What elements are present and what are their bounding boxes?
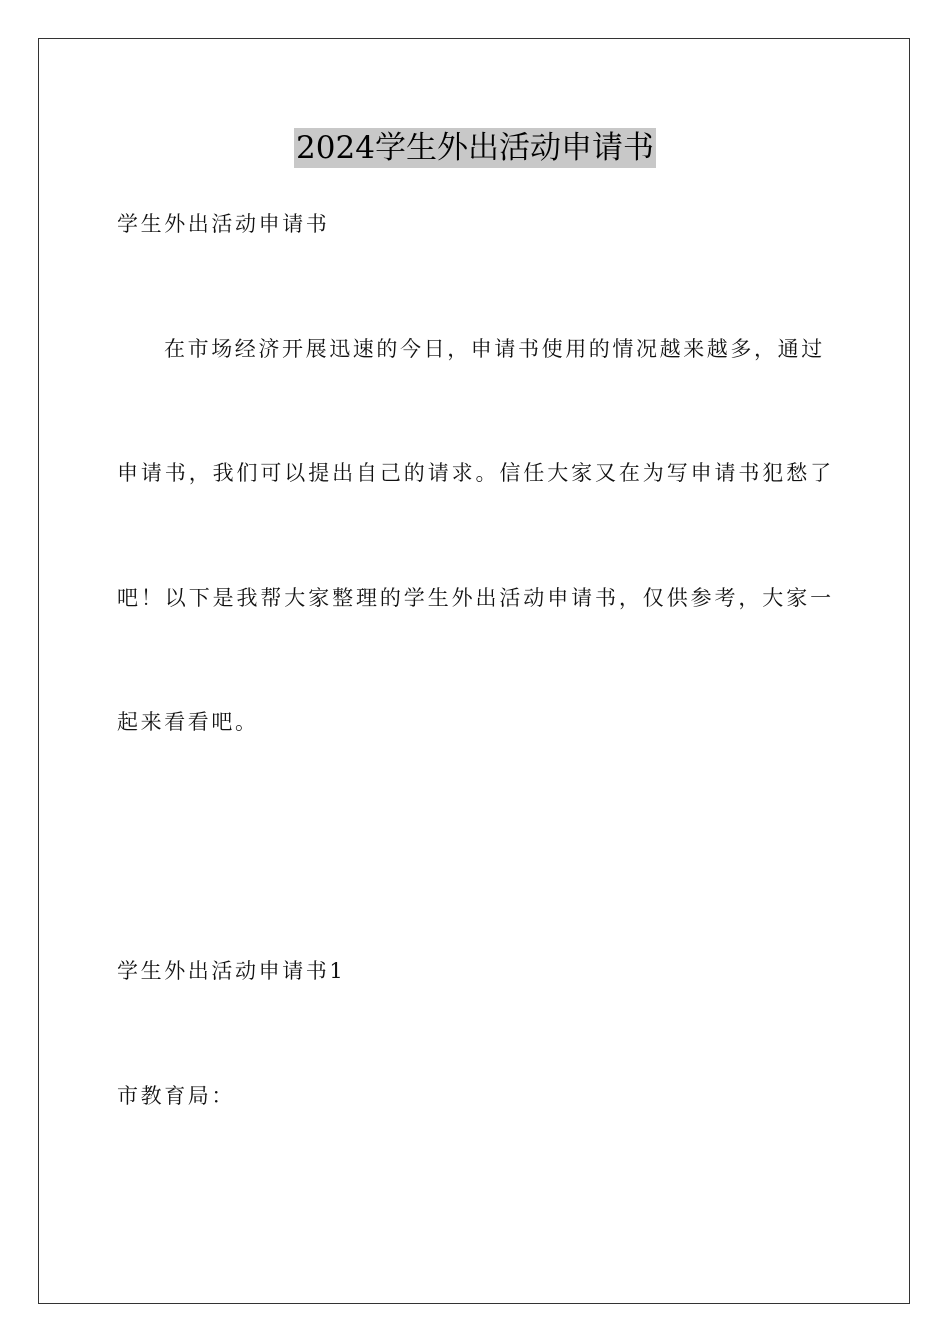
salutation: 市教育局：: [117, 1084, 235, 1108]
intro-line-3: 吧！以下是我帮大家整理的学生外出活动申请书，仅供参考，大家一: [117, 586, 834, 610]
title-container: [0, 128, 950, 168]
intro-line-2: 申请书，我们可以提出自己的请求。信任大家又在为写申请书犯愁了: [117, 461, 834, 485]
intro-line-4: 起来看看吧。: [117, 710, 259, 734]
document-subtitle: 学生外出活动申请书: [117, 212, 330, 236]
section-heading: 学生外出活动申请书1: [117, 959, 346, 983]
intro-line-1: 在市场经济开展迅速的今日，申请书使用的情况越来越多，通过: [164, 337, 825, 361]
document-title: 2024学生外出活动申请书: [296, 130, 654, 166]
